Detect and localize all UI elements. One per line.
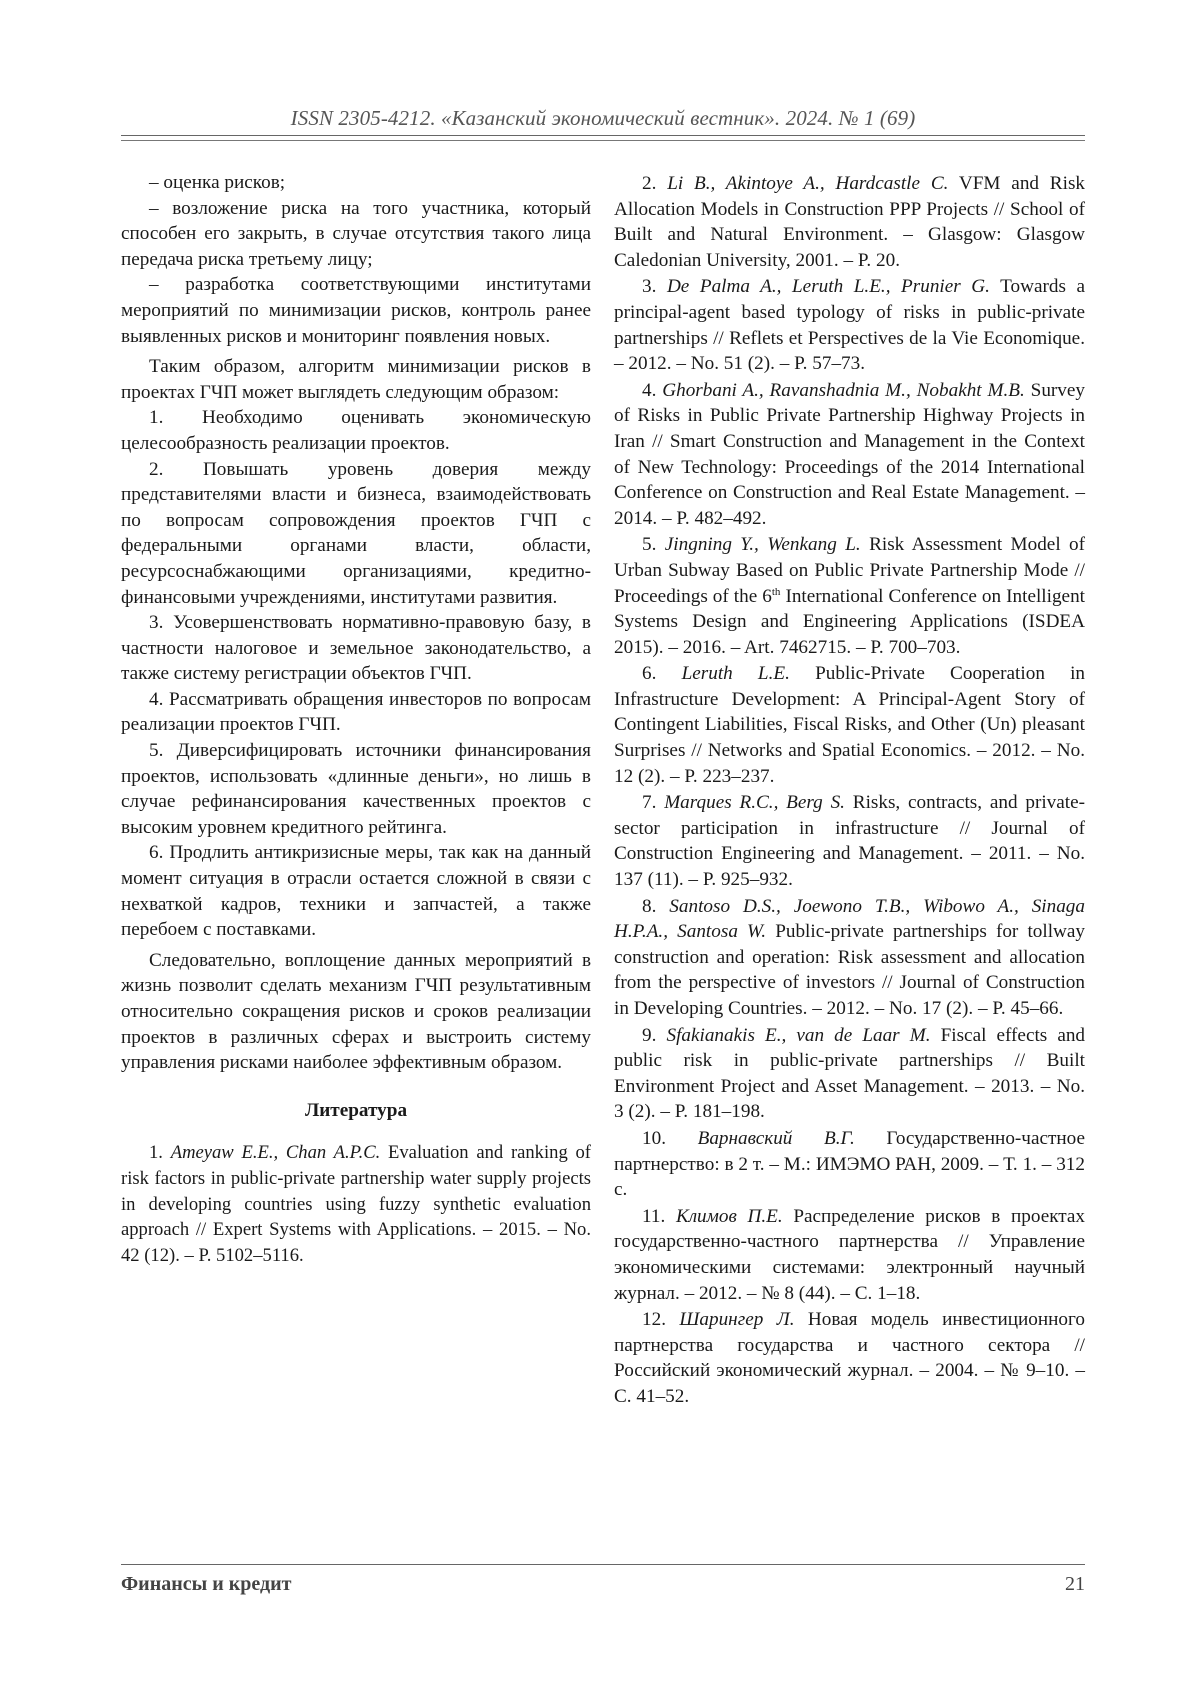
reference-number: 6. [642,663,657,685]
algorithm-step: 2. Повышать уровень доверия между представителями власти и бизнеса, взаимодействовать по вопросам сопровождения проектов ГЧП с федеральными органами власти, области, ресурсоснабжающими организациями, кредитно-финансовыми учреждениями, институтами развития. [121,458,591,608]
reference-text: Risk Assessment Model of Urban Subway Based on Public Private Partnership Mode // Proceedings of the 6 [614,534,1086,607]
reference-text: Public-private partnerships for tollway construction and operation: Risk assessment and allocation from the perspective of investors // Journal of Construction in Developing Countries. – 2012. – No. 17 (2). – P. 45–66. [614,921,1086,1019]
reference-authors: Варнавский В.Г. [697,1127,855,1149]
reference-text: Новая модель инвестиционного партнерства государства и частного сектора // Российский экономический журнал. – 2004. – № 9–10. – С. 41–52. [614,1309,1085,1407]
reference-authors: Шарингер Л. [679,1309,795,1331]
reference-number: 3. [642,276,657,298]
footer-section-title: Финансы и кредит [121,1573,292,1595]
reference-text-continued: International Conference on Intelligent Systems Design and Engineering Applications (ISDEA 2015). – 2016. – Art. 7462715. – P. 700–703. [614,585,1085,658]
algorithm-intro: Таким образом, алгоритм минимизации рисков в проектах ГЧП может выглядеть следующим образом: [121,356,591,403]
algorithm-step: 6. Продлить антикризисные меры, так как на данный момент ситуация в отрасли остается сложной в связи с нехваткой кадров, техники и запчастей, а также перебоем с поставками. [121,842,591,941]
reference-number: 10. [642,1127,666,1149]
reference-item [614,274,1085,376]
reference-authors: De Palma A., Leruth L.E., Prunier G. [666,276,990,298]
reference-text: Towards a principal-agent based typology of risks in public-private partnerships // Reflets et Perspectives de la Vie Economique. – 2012. – No. 51 (2). – P. 57–73. [614,276,1085,375]
header-rule-thin [121,140,1085,141]
reference-authors: Jingning Y., Wenkang L. [664,534,861,556]
conclusion-paragraph: Следовательно, воплощение данных мероприятий в жизнь позволит сделать механизм ГЧП результативным относительно сокращения рисков и сроков реализации проектов в различных сферах и выстроить систему управления рисками наиболее эффективным образом. [121,949,591,1074]
reference-authors: Leruth L.E. [681,663,790,685]
reference-authors: Marques R.C., Berg S. [664,792,845,814]
algorithm-step: 1. Необходимо оценивать экономическую целесообразность реализации проектов. [121,407,591,454]
header-rule-thick [121,135,1085,136]
reference-number: 8. [642,895,657,917]
reference-authors: Li B., Akintoye A., Hardcastle C. [667,173,949,194]
reference-item [614,790,1085,892]
reference-item [121,1140,591,1268]
reference-item [614,532,1085,660]
bullet-item: – возложение риска на того участника, который способен его закрыть, в случае отсутствия такого лица передача риска третьему лицу; [121,197,591,270]
reference-item [614,1307,1085,1409]
reference-authors: Santoso D.S., Joewono T.B., Wibowo A., Sinaga H.P.A., Santosa W. [614,895,1085,943]
reference-superscript: th [771,585,781,598]
reference-number: 12. [642,1309,666,1331]
bullet-item: – разработка соответствующими институтами мероприятий по минимизации рисков, контроль ранее выявленных рисков и мониторинг появления новых. [121,274,591,347]
page-number: 21 [1065,1573,1085,1595]
bullet-item: – оценка рисков; [149,172,286,193]
reference-text: Государственно-частное партнерство: в 2 т. – М.: ИМЭМО РАН, 2009. – Т. 1. – 312 с. [614,1127,1085,1201]
reference-item [614,1204,1085,1306]
reference-authors: Sfakianakis E., van de Laar M. [666,1024,931,1046]
reference-text: Распределение рисков в проектах государственно-частного партнерства // Управление экономическими системами: электронный научный журнал. – 2012. – № 8 (44). – С. 1–18. [614,1205,1086,1304]
reference-number: 5. [642,534,657,556]
reference-number: 7. [642,792,657,814]
right-column [614,170,1085,1410]
reference-authors: Климов П.Е. [675,1205,783,1227]
reference-number: 9. [642,1024,657,1046]
reference-text: Survey of Risks in Public Private Partnership Highway Projects in Iran // Smart Construction and Management in the Context of New Technology: Proceedings of the 2014 International Conference on Construction and Real Estate Management. – 2014. – P. 482–492. [614,379,1086,529]
running-header: ISSN 2305-4212. «Казанский экономический вестник». 2024. № 1 (69) [290,106,916,130]
reference-text: VFM and Risk Allocation Models in Construction PPP Projects // School of Built and Natural Environment. – Glasgow: Glasgow Caledonian University, 2001. – P. 20. [614,173,1085,271]
reference-number: 4. [642,379,657,401]
reference-item [614,661,1085,789]
algorithm-step: 4. Рассматривать обращения инвесторов по вопросам реализации проектов ГЧП. [121,688,591,736]
reference-number: 1. [149,1142,163,1164]
reference-item [614,378,1085,532]
reference-item [614,894,1085,1022]
reference-item [614,1023,1085,1125]
reference-item [614,1126,1085,1203]
reference-text: Fiscal effects and public risk in public-private partnerships // Built Environment Project and Asset Management. – 2013. – No. 3 (2). – P. 181–198. [614,1024,1086,1123]
footer-rule [121,1564,1085,1565]
reference-number: 2. [642,173,657,194]
literature-heading: Литература [304,1099,408,1121]
left-column [121,170,591,1268]
algorithm-step: 3. Усовершенствовать нормативно-правовую базу, в частности налоговое и земельное законодательство, а также систему регистрации объектов ГЧП. [121,612,591,685]
reference-authors: Ghorbani A., Ravanshadnia M., Nobakht M.B. [662,379,1025,401]
reference-item [614,171,1085,273]
reference-text: Risks, contracts, and private-sector participation in infrastructure // Journal of Construction Engineering and Management. – 2011. – No. 137 (11). – P. 925–932. [614,792,1086,891]
reference-authors: Ameyaw E.E., Chan A.P.C. [170,1142,381,1164]
reference-text: Public-Private Cooperation in Infrastructure Development: A Principal-Agent Story of Contingent Liabilities, Fiscal Risks, and Other (Un) pleasant Surprises // Networks and Spatial Economics. – 2012. – No. 12 (2). – P. 223–237. [614,663,1086,787]
reference-text: Evaluation and ranking of risk factors in public-private partnership water supply projects in developing countries using fuzzy synthetic evaluation approach // Expert Systems with Applications. – 2015. – No. 42 (12). – P. 5102–5116. [121,1142,591,1266]
algorithm-step: 5. Диверсифицировать источники финансирования проектов, использовать «длинные деньги», но лишь в случае рефинансирования качественных проектов с высоким уровнем кредитного рейтинга. [121,740,591,838]
reference-number: 11. [642,1205,666,1227]
